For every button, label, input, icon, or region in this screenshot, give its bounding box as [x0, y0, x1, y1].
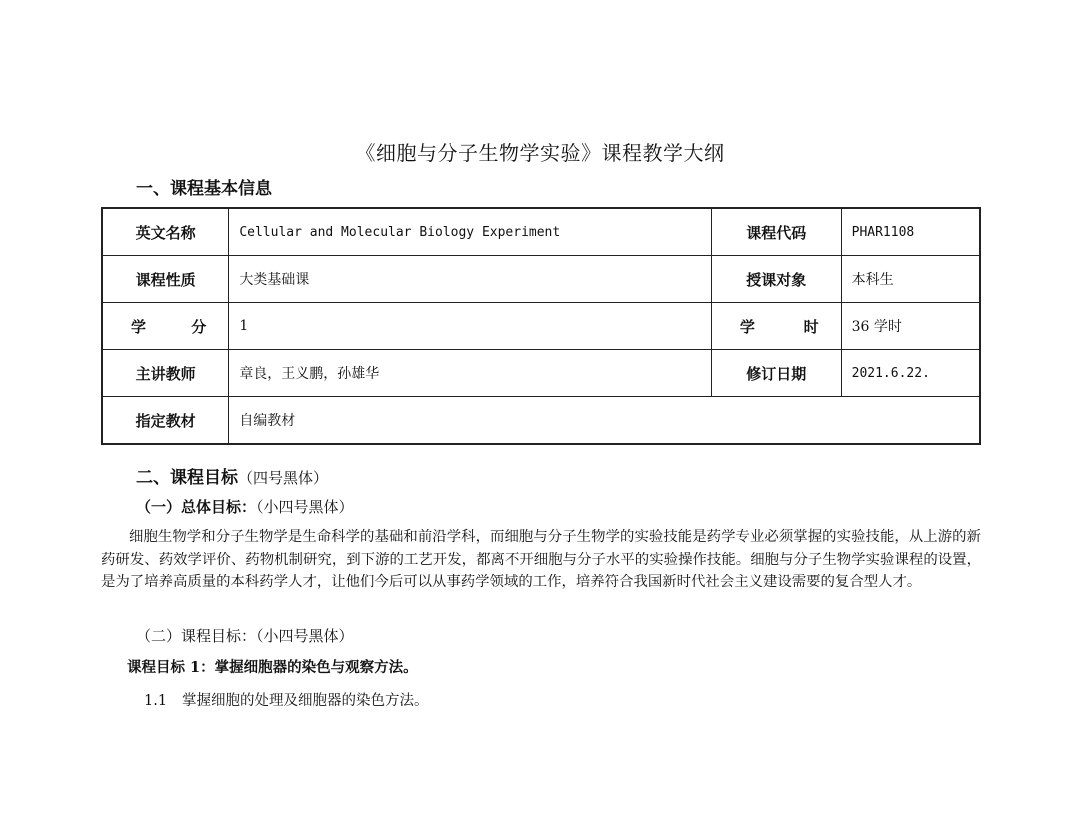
value-hours: 36 学时 [841, 303, 980, 350]
label-credits-char2: 分 [191, 317, 207, 336]
course-goal-1-item [144, 689, 429, 710]
subheading-course-goals [136, 625, 354, 646]
section-heading-basic-info: 一、课程基本信息 [136, 179, 272, 199]
value-credits: 1 [229, 303, 712, 350]
subheading-course-goals-note: （小四号黑体） [256, 627, 354, 645]
label-credits-char1: 学 [131, 317, 147, 336]
section-heading-objectives [136, 463, 328, 488]
overall-goal-paragraph: 细胞生物学和分子生物学是生命科学的基础和前沿学科，而细胞与分子生物学的实验技能是药学专业必须掌握的实验技能，从上游的新药研发、药效学评价、药物机制研究，到下游的工艺开发，都离不开细胞与分子水平的实验操作技能。细胞与分子生物学实验课程的设置，是为了培养高质量的本科药学人才，让他们今后可以从事药学领域的工作，培养符合我国新时代社会主义建设需要的复合型人才。 [101, 529, 981, 590]
value-instructors: 章良，王义鹏，孙雄华 [229, 350, 712, 397]
table-row [102, 208, 980, 256]
table-row [102, 397, 980, 445]
document-title: 《细胞与分子生物学实验》课程教学大纲 [355, 141, 725, 165]
item-text: 掌握细胞的处理及细胞器的染色方法。 [182, 693, 429, 709]
label-course-nature: 课程性质 [102, 256, 229, 303]
table-row [102, 303, 980, 350]
section-heading-objectives-text: 二、课程目标 [136, 468, 238, 488]
value-textbook: 自编教材 [229, 397, 980, 445]
label-audience: 授课对象 [711, 256, 841, 303]
label-hours [711, 303, 841, 350]
course-goal-1: 课程目标 1：掌握细胞器的染色与观察方法。 [127, 659, 418, 676]
value-english-name: Cellular and Molecular Biology Experiment [229, 208, 712, 256]
subheading-course-goals-text: （二）课程目标： [136, 627, 257, 645]
table-row [102, 350, 980, 397]
label-instructors: 主讲教师 [102, 350, 229, 397]
section-heading-objectives-note: （四号黑体） [238, 469, 329, 487]
table-row [102, 256, 980, 303]
subheading-overall-goal-text: （一）总体目标： [136, 498, 257, 516]
value-revision-date: 2021.6.22. [841, 350, 980, 397]
label-revision-date: 修订日期 [711, 350, 841, 397]
value-audience: 本科生 [841, 256, 980, 303]
label-textbook: 指定教材 [102, 397, 229, 445]
label-english-name: 英文名称 [102, 208, 229, 256]
value-course-code: PHAR1108 [841, 208, 980, 256]
item-number: 1.1 [144, 693, 168, 709]
subheading-overall-goal-note: （小四号黑体） [256, 498, 354, 516]
label-course-code: 课程代码 [711, 208, 841, 256]
label-credits [102, 303, 229, 350]
label-hours-char1: 学 [739, 317, 755, 336]
label-hours-char2: 时 [803, 317, 819, 336]
subheading-overall-goal [136, 496, 354, 517]
value-course-nature: 大类基础课 [229, 256, 712, 303]
course-info-table [101, 207, 981, 445]
